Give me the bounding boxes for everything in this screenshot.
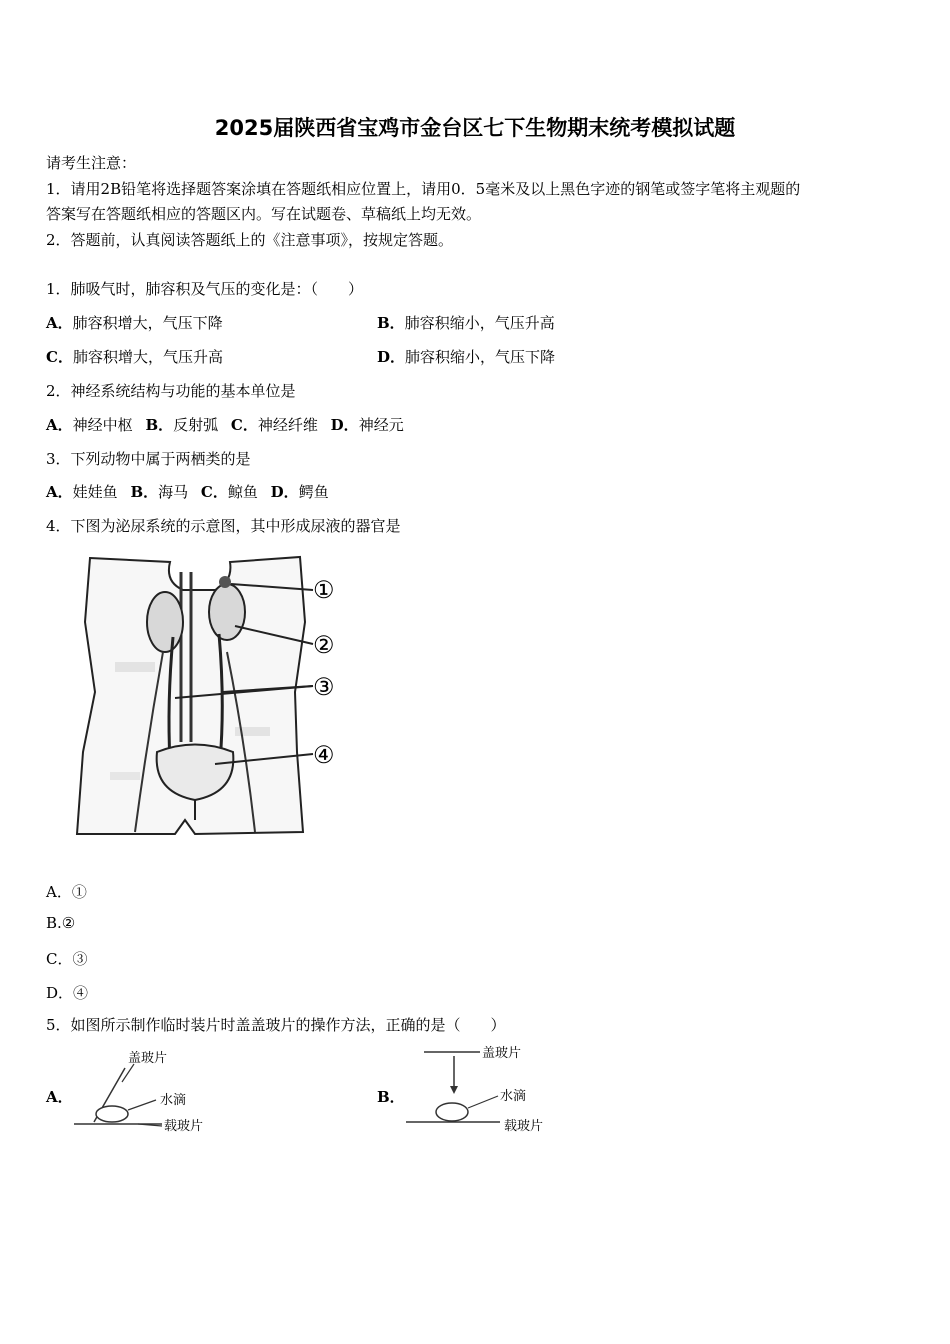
q1-option-a-label: A． <box>46 314 73 332</box>
figure-label-2: ② <box>313 631 335 659</box>
q3-stem: 3．下列动物中属于两栖类的是 <box>46 450 251 468</box>
figure-label-3: ③ <box>313 673 335 701</box>
pointer-water <box>128 1100 156 1110</box>
q1-option-c-label: C． <box>46 348 73 366</box>
q1-option-b <box>377 312 555 333</box>
q5-figure-a <box>70 1044 220 1134</box>
water-drop <box>436 1103 468 1121</box>
q3-option-c-text: 鲸鱼 <box>227 483 258 501</box>
q2-option-b-label: B． <box>145 416 174 434</box>
q1-option-b-label: B． <box>377 314 405 332</box>
q3-option-d-label: D． <box>270 483 299 501</box>
q1-option-d-label: D． <box>377 348 406 366</box>
q1-option-b-text: 肺容积缩小，气压升高 <box>404 314 555 332</box>
q1-option-a <box>46 312 223 333</box>
q4-option-d: D．④ <box>46 984 89 1002</box>
q4-option-b: B.② <box>46 914 76 932</box>
left-kidney <box>147 592 183 652</box>
q1-option-c <box>46 346 223 367</box>
label-slide: 载玻片 <box>164 1119 204 1134</box>
notice-line-1a: 1．请用2B铅笔将选择题答案涂填在答题纸相应位置上，请用0．5毫米及以上黑色字迹的钢笔或签字笔将主观题的 <box>46 180 801 198</box>
texture-spot <box>115 662 155 672</box>
q2-option-a-text: 神经中枢 <box>72 416 133 434</box>
texture-spot <box>110 772 140 780</box>
q3-option-a-text: 娃娃鱼 <box>72 483 118 501</box>
label-slide: 载玻片 <box>504 1119 544 1134</box>
q3-option-b-text: 海马 <box>158 483 189 501</box>
q3-option-b-label: B． <box>130 483 159 501</box>
pointer-cover <box>122 1064 134 1082</box>
q4-option-a: A．① <box>46 883 87 901</box>
notice-line-2: 2．答题前，认真阅读答题纸上的《注意事项》，按规定答题。 <box>46 231 454 249</box>
pointer-water <box>468 1096 498 1108</box>
right-kidney <box>209 584 245 640</box>
q1-option-d-text: 肺容积缩小，气压下降 <box>405 348 556 366</box>
water-drop <box>96 1106 128 1122</box>
q3-option-d-text: 鳄鱼 <box>298 483 329 501</box>
figure-label-1: ① <box>313 576 335 604</box>
notice-heading: 请考生注意： <box>46 154 137 172</box>
q3-option-a-label: A． <box>46 483 73 501</box>
label-water-drop: 水滴 <box>160 1093 187 1108</box>
q4-stem: 4．下图为泌尿系统的示意图，其中形成尿液的器官是 <box>46 517 401 535</box>
q1-option-a-text: 肺容积增大，气压下降 <box>72 314 223 332</box>
q4-option-c: C．③ <box>46 950 88 968</box>
q1-option-d <box>377 346 555 367</box>
q2-options <box>46 414 404 435</box>
down-arrow-icon <box>450 1086 458 1094</box>
urinary-system-figure <box>55 552 355 842</box>
label-cover-slip: 盖玻片 <box>482 1046 522 1061</box>
q2-option-b-text: 反射弧 <box>173 416 219 434</box>
q5-stem: 5．如图所示制作临时装片时盖盖玻片的操作方法，正确的是（ ） <box>46 1016 506 1034</box>
q3-option-c-label: C． <box>200 483 228 501</box>
q1-option-c-text: 肺容积增大，气压升高 <box>72 348 223 366</box>
q2-option-d-label: D． <box>330 416 359 434</box>
q5-figure-b <box>400 1040 560 1135</box>
figure-label-4: ④ <box>313 741 335 769</box>
q2-option-a-label: A． <box>46 416 73 434</box>
page-title: 2025届陕西省宝鸡市金台区七下生物期末统考模拟试题 <box>214 116 736 140</box>
q3-options <box>46 481 329 502</box>
q1-stem: 1．肺吸气时，肺容积及气压的变化是：（ ） <box>46 280 364 298</box>
label-cover-slip: 盖玻片 <box>128 1051 168 1066</box>
adrenal-gland <box>219 576 231 588</box>
label-water-drop: 水滴 <box>500 1089 527 1104</box>
q2-stem: 2．神经系统结构与功能的基本单位是 <box>46 382 296 400</box>
q5-option-b-label: B． <box>377 1088 405 1106</box>
q2-option-c-text: 神经纤维 <box>257 416 318 434</box>
q2-option-d-text: 神经元 <box>358 416 404 434</box>
q2-option-c-label: C． <box>230 416 258 434</box>
notice-line-1b: 答案写在答题纸相应的答题区内。写在试题卷、草稿纸上均无效。 <box>46 205 482 223</box>
q5-option-a-label: A． <box>46 1088 73 1106</box>
